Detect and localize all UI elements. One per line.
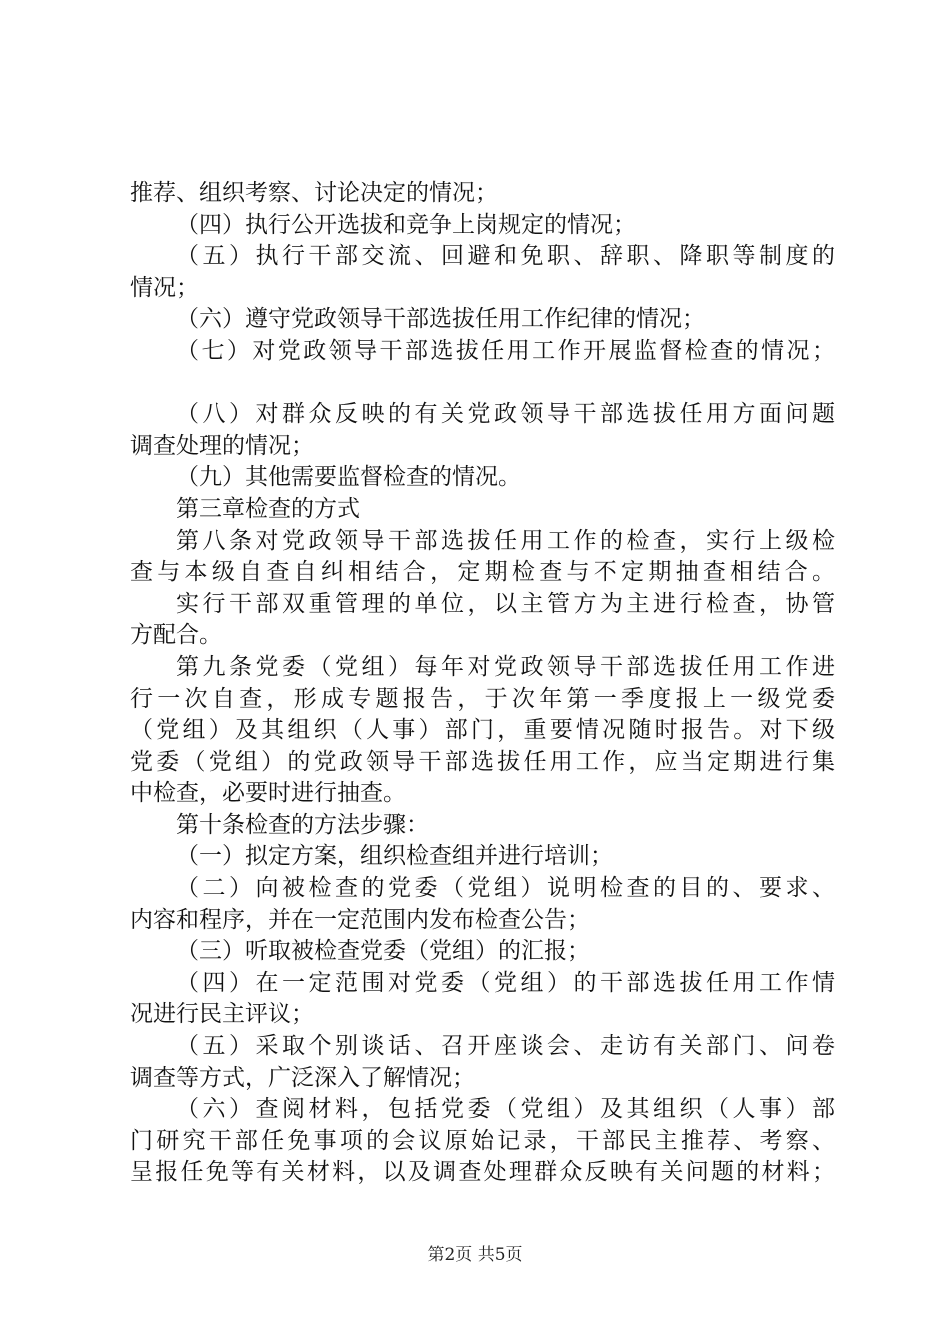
blank-line	[130, 368, 835, 400]
text-line: 第九条党委（党组）每年对党政领导干部选拔任用工作进	[176, 653, 835, 680]
text-line: （三）听取被检查党委（党组）的汇报；	[176, 938, 590, 965]
text-line: 行一次自查，形成专题报告，于次年第一季度报上一级党委	[130, 685, 835, 712]
text-line: （七）对党政领导干部选拔任用工作开展监督检查的情况；	[176, 337, 835, 364]
text-line: 党委（党组）的党政领导干部选拔任用工作，应当定期进行集	[130, 748, 835, 775]
text-line: 呈报任免等有关材料，以及调查处理群众反映有关问题的材料；	[130, 1159, 835, 1186]
document-body	[130, 178, 835, 1189]
text-line: （八）对群众反映的有关党政领导干部选拔任用方面问题	[176, 401, 835, 428]
text-line: （六）遵守党政领导干部选拔任用工作纪律的情况；	[176, 306, 705, 333]
text-line: 实行干部双重管理的单位，以主管方为主进行检查，协管	[176, 590, 835, 617]
chapter-heading: 第三章检查的方式	[176, 495, 360, 522]
text-line: （一）拟定方案，组织检查组并进行培训；	[176, 843, 613, 870]
text-line: 况进行民主评议；	[130, 1001, 314, 1028]
text-line: 推荐、组织考察、讨论决定的情况；	[130, 180, 498, 206]
text-line: （党组）及其组织（人事）部门，重要情况随时报告。对下级	[130, 717, 835, 744]
text-line: （五）执行干部交流、回避和免职、辞职、降职等制度的	[176, 243, 835, 270]
text-line: 调查等方式，广泛深入了解情况；	[130, 1064, 475, 1091]
page-footer	[0, 1244, 950, 1266]
text-line: （五）采取个别谈话、召开座谈会、走访有关部门、问卷	[176, 1033, 835, 1060]
text-line: （九）其他需要监督检查的情况。	[176, 464, 521, 491]
text-line: 门研究干部任免事项的会议原始记录，干部民主推荐、考察、	[130, 1127, 835, 1154]
text-line: （二）向被检查的党委（党组）说明检查的目的、要求、	[176, 875, 835, 902]
text-line: 情况；	[130, 274, 199, 301]
text-line: 中检查，必要时进行抽查。	[130, 780, 406, 807]
text-line: 调查处理的情况；	[130, 432, 314, 459]
text-line: 查与本级自查自纠相结合，定期检查与不定期抽查相结合。	[130, 559, 835, 586]
text-line: 第八条对党政领导干部选拔任用工作的检查，实行上级检	[176, 527, 835, 554]
text-line: 内容和程序，并在一定范围内发布检查公告；	[130, 906, 590, 933]
text-line: （六）查阅材料，包括党委（党组）及其组织（人事）部	[176, 1096, 835, 1123]
text-line: 方配合。	[130, 622, 222, 649]
page-number-label: 第2页 共5页	[427, 1245, 523, 1265]
text-line: 第十条检查的方法步骤：	[176, 811, 429, 838]
text-line: （四）在一定范围对党委（党组）的干部选拔任用工作情	[176, 969, 835, 996]
text-line: （四）执行公开选拔和竞争上岗规定的情况；	[176, 211, 636, 238]
